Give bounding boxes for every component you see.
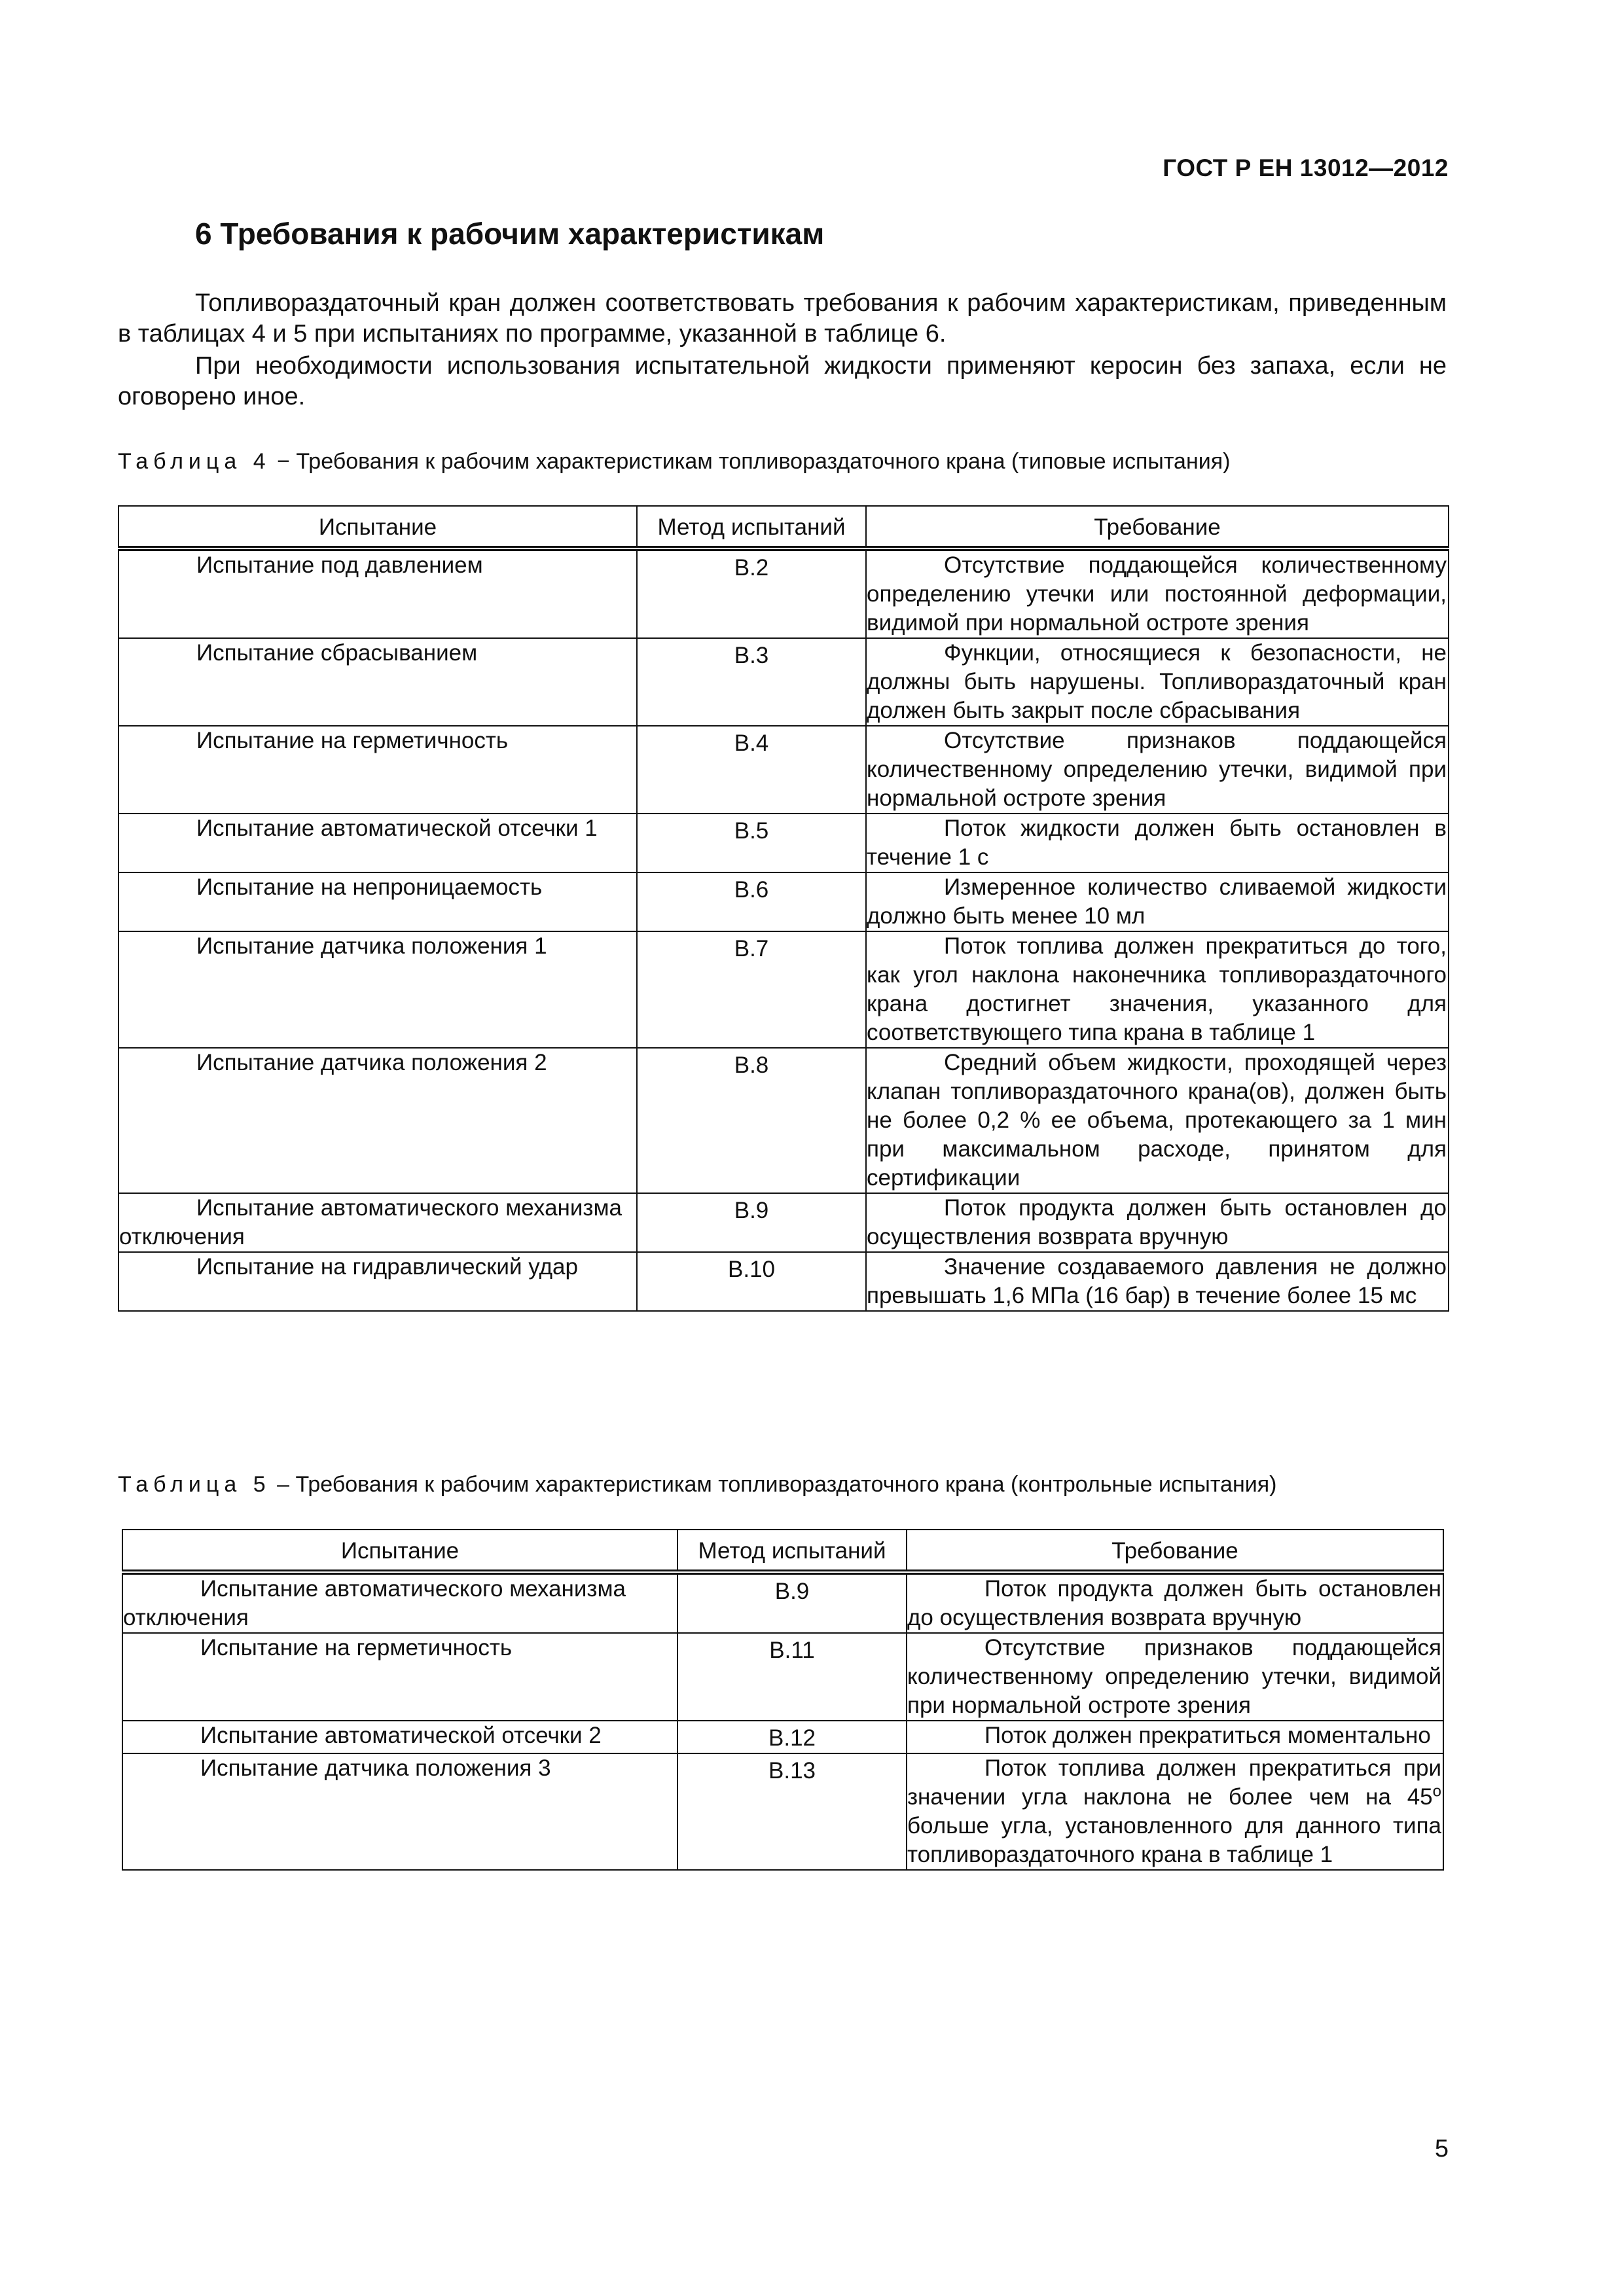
test-name: Испытание датчика положения 3 bbox=[200, 1755, 551, 1781]
test-name: Испытание датчика положения 1 bbox=[196, 933, 547, 959]
table-row bbox=[122, 1633, 1443, 1721]
test-cell bbox=[118, 931, 637, 1048]
test-cell bbox=[118, 1048, 637, 1193]
method-cell: В.9 bbox=[637, 1193, 866, 1252]
requirement-cell bbox=[866, 931, 1449, 1048]
requirement-text: Поток должен прекратиться моментально bbox=[984, 1723, 1431, 1748]
test-name: Испытание на гидравлический удар bbox=[196, 1254, 578, 1280]
test-name: Испытание автоматической отсечки 1 bbox=[196, 816, 598, 841]
table-5-caption bbox=[118, 1472, 1276, 1498]
table-row bbox=[118, 1252, 1449, 1311]
test-cell bbox=[118, 814, 637, 872]
requirement-cell bbox=[907, 1633, 1443, 1721]
requirement-text: Средний объем жидкости, проходящей через клапан топливораздаточного крана(ов), должен быть не более 0,2 % ее объема, протекающего за 1 мин при максимальном расходе, принятом для сертификации bbox=[867, 1050, 1447, 1191]
requirement-text: Отсутствие признаков поддающейся количественному определению утечки, видимой при нормальной остроте зрения bbox=[867, 728, 1447, 811]
table-header-row bbox=[122, 1530, 1443, 1572]
paragraph-text: Топливораздаточный кран должен соответствовать требования к рабочим характеристикам, приведенным в таблицах 4 и 5 при испытаниях по программе, указанной в таблице 6. bbox=[118, 289, 1447, 348]
method-cell: В.2 bbox=[637, 548, 866, 638]
test-name: Испытание под давлением bbox=[196, 552, 483, 578]
method-cell: В.13 bbox=[677, 1753, 907, 1870]
test-cell bbox=[122, 1721, 677, 1753]
table-title: – Требования к рабочим характеристикам топливораздаточного крана (контрольные испытания) bbox=[277, 1472, 1277, 1497]
column-header: Испытание bbox=[122, 1530, 677, 1572]
requirement-cell bbox=[907, 1721, 1443, 1753]
table-row bbox=[118, 872, 1449, 931]
requirement-text-part: Поток топлива должен прекратиться при значении угла наклона не более чем на 45 bbox=[907, 1755, 1441, 1810]
table-header-row bbox=[118, 506, 1449, 548]
section-heading: 6 Требования к рабочим характеристикам bbox=[195, 217, 825, 251]
requirement-text: Функции, относящиеся к безопасности, не должны быть нарушены. Топливораздаточный кран должен быть закрыт после сбрасывания bbox=[867, 640, 1447, 723]
test-name: Испытание датчика положения 2 bbox=[196, 1050, 547, 1075]
table-row bbox=[118, 638, 1449, 726]
requirement-text: Поток продукта должен быть остановлен до осуществления возврата вручную bbox=[907, 1576, 1441, 1630]
test-name: Испытание на герметичность bbox=[200, 1635, 513, 1660]
requirement-cell bbox=[866, 638, 1449, 726]
table-row bbox=[118, 548, 1449, 638]
test-name: Испытание на непроницаемость bbox=[196, 874, 543, 900]
table-row bbox=[118, 1048, 1449, 1193]
paragraph bbox=[118, 288, 1447, 350]
test-name: Испытание сбрасыванием bbox=[196, 640, 478, 666]
column-header: Испытание bbox=[118, 506, 637, 548]
column-header: Метод испытаний bbox=[677, 1530, 907, 1572]
requirement-text: Отсутствие поддающейся количественному определению утечки или постоянной деформации, видимой при нормальной остроте зрения bbox=[867, 552, 1447, 636]
requirement-text: Значение создаваемого давления не должно превышать 1,6 МПа (16 бар) в течение более 15 мс bbox=[867, 1254, 1447, 1308]
method-cell: В.8 bbox=[637, 1048, 866, 1193]
requirement-cell bbox=[866, 1252, 1449, 1311]
test-cell bbox=[118, 1193, 637, 1252]
method-cell: В.3 bbox=[637, 638, 866, 726]
test-cell bbox=[122, 1572, 677, 1633]
requirement-text: Поток топлива должен прекратиться до того, как угол наклона наконечника топливораздаточного крана достигнет значения, указанного для соответствующего типа крана в таблице 1 bbox=[867, 933, 1447, 1045]
requirement-cell bbox=[866, 1193, 1449, 1252]
method-cell: В.12 bbox=[677, 1721, 907, 1753]
requirement-cell bbox=[866, 726, 1449, 814]
table-title: − Требования к рабочим характеристикам топливораздаточного крана (типовые испытания) bbox=[277, 449, 1231, 474]
test-cell bbox=[122, 1753, 677, 1870]
test-cell bbox=[118, 1252, 637, 1311]
requirement-cell bbox=[866, 872, 1449, 931]
requirement-cell bbox=[866, 814, 1449, 872]
test-cell bbox=[118, 638, 637, 726]
method-cell: В.9 bbox=[677, 1572, 907, 1633]
table-row bbox=[118, 931, 1449, 1048]
table-row bbox=[122, 1721, 1443, 1753]
test-name: Испытание автоматического механизма отключения bbox=[119, 1195, 623, 1249]
table-row bbox=[118, 1193, 1449, 1252]
method-cell: В.5 bbox=[637, 814, 866, 872]
table-label: Таблица 5 bbox=[118, 1472, 271, 1497]
document-id: ГОСТ Р ЕН 13012—2012 bbox=[1163, 154, 1449, 181]
table-4-caption bbox=[118, 449, 1230, 475]
requirement-cell bbox=[866, 1048, 1449, 1193]
requirement-text: Отсутствие признаков поддающейся количественному определению утечки, видимой при нормальной остроте зрения bbox=[907, 1635, 1441, 1718]
test-name: Испытание автоматического механизма отключения bbox=[123, 1576, 626, 1630]
test-cell bbox=[118, 726, 637, 814]
table-label: Таблица 4 bbox=[118, 449, 271, 474]
test-cell bbox=[122, 1633, 677, 1721]
column-header: Метод испытаний bbox=[637, 506, 866, 548]
method-cell: В.10 bbox=[637, 1252, 866, 1311]
test-cell bbox=[118, 872, 637, 931]
requirement-text-part: больше угла, установленного для данного типа топливораздаточного крана в таблице 1 bbox=[907, 1813, 1441, 1867]
table-row bbox=[118, 726, 1449, 814]
requirement-cell bbox=[866, 548, 1449, 638]
method-cell: В.7 bbox=[637, 931, 866, 1048]
paragraph-text: При необходимости использования испытательной жидкости применяют керосин без запаха, если не оговорено иное. bbox=[118, 352, 1447, 410]
table-row bbox=[122, 1572, 1443, 1633]
degree-superscript: о bbox=[1432, 1782, 1441, 1801]
test-cell bbox=[118, 548, 637, 638]
requirement-cell bbox=[907, 1572, 1443, 1633]
test-name: Испытание на герметичность bbox=[196, 728, 509, 753]
requirement-text: Поток жидкости должен быть остановлен в течение 1 с bbox=[867, 816, 1447, 870]
requirement-text bbox=[907, 1754, 1441, 1869]
method-cell: В.11 bbox=[677, 1633, 907, 1721]
requirement-text: Поток продукта должен быть остановлен до осуществления возврата вручную bbox=[867, 1195, 1447, 1249]
table-row bbox=[122, 1753, 1443, 1870]
test-name: Испытание автоматической отсечки 2 bbox=[200, 1723, 602, 1748]
paragraph bbox=[118, 351, 1447, 412]
column-header: Требование bbox=[866, 506, 1449, 548]
table-5 bbox=[122, 1529, 1444, 1871]
table-row bbox=[118, 814, 1449, 872]
method-cell: В.4 bbox=[637, 726, 866, 814]
page-number: 5 bbox=[1434, 2135, 1449, 2162]
method-cell: В.6 bbox=[637, 872, 866, 931]
column-header: Требование bbox=[907, 1530, 1443, 1572]
table-4 bbox=[118, 505, 1449, 1312]
requirement-cell bbox=[907, 1753, 1443, 1870]
requirement-text: Измеренное количество сливаемой жидкости должно быть менее 10 мл bbox=[867, 874, 1447, 929]
